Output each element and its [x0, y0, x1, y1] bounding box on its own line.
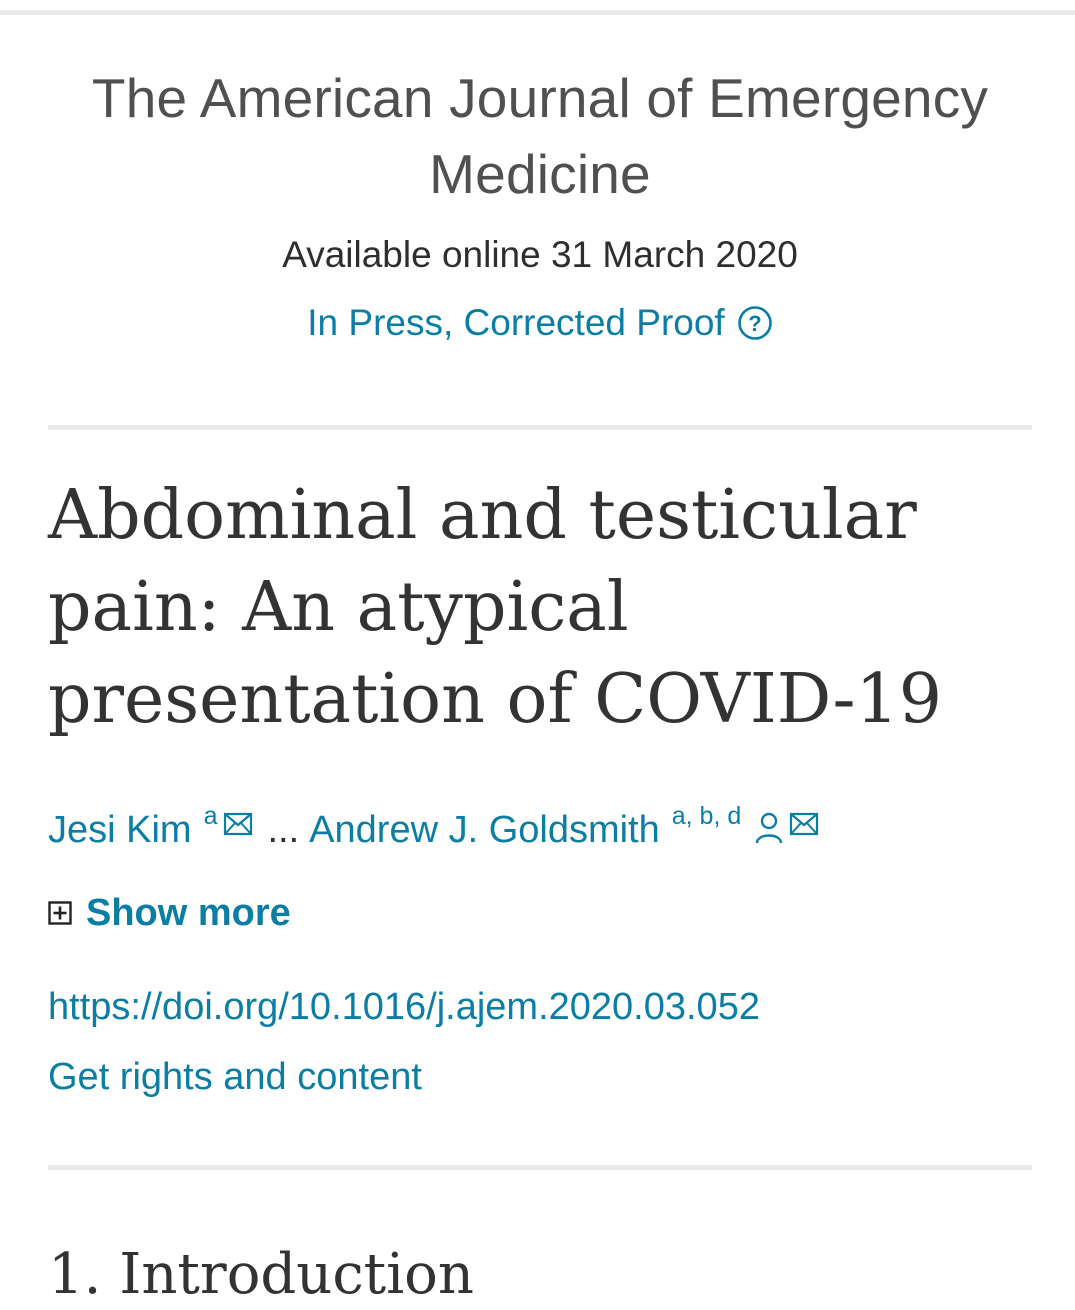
section-divider [48, 425, 1032, 430]
publication-status-label: In Press, Corrected Proof [307, 302, 725, 343]
author-list [48, 800, 819, 860]
show-more-button[interactable] [48, 888, 291, 938]
envelope-icon[interactable] [789, 812, 819, 836]
person-icon[interactable] [755, 811, 783, 845]
author-affiliation-last: a, b, d [671, 802, 742, 830]
doi-link[interactable]: https://doi.org/10.1016/j.ajem.2020.03.052 [48, 986, 760, 1028]
rights-link[interactable]: Get rights and content [48, 1056, 422, 1098]
journal-title[interactable]: The American Journal of Emergency Medicine [91, 67, 989, 205]
section-heading: 1. Introduction [48, 1242, 474, 1307]
available-online-date: Available online 31 March 2020 [282, 234, 798, 275]
author-ellipsis: ... [267, 809, 300, 851]
question-circle-icon[interactable] [737, 305, 773, 341]
show-more-label: Show more [86, 892, 291, 934]
publication-status[interactable] [307, 298, 772, 348]
top-divider [0, 10, 1075, 15]
author-affiliation-first: a [203, 802, 218, 830]
article-title: Abdominal and testicular pain: An atypical presentation of COVID-19 [48, 476, 943, 739]
envelope-icon[interactable] [223, 812, 253, 836]
svg-text:?: ? [747, 311, 762, 336]
plus-box-icon [48, 901, 72, 925]
author-name-last[interactable]: Andrew J. Goldsmith [309, 809, 660, 851]
section-divider [48, 1165, 1032, 1170]
journal-header [40, 60, 1040, 348]
author-name-first[interactable]: Jesi Kim [48, 809, 192, 851]
